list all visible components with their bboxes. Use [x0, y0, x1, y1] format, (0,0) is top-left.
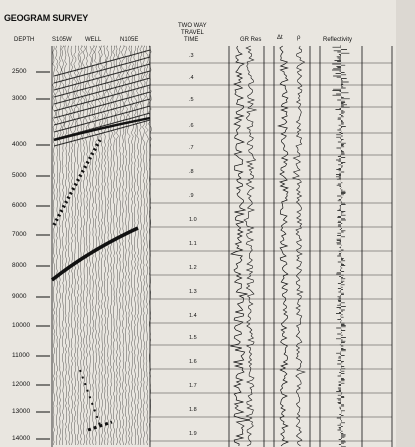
time-label: 1.1: [189, 241, 197, 247]
wiggle-trace: [59, 46, 62, 445]
reflectivity-spikes: [332, 46, 350, 447]
reflection-event: [54, 57, 150, 83]
well-log-curves: [230, 46, 349, 447]
rho-header: ρ: [297, 35, 301, 41]
depth-label: 8000: [12, 262, 27, 269]
depth-label: 3000: [12, 95, 27, 102]
depth-label: 9000: [12, 293, 27, 300]
time-label: 1.2: [189, 265, 197, 271]
s105w-header: S105W: [52, 37, 72, 43]
depth-label: 14000: [12, 435, 31, 442]
time-label: .6: [189, 123, 194, 129]
reflection-event: [54, 140, 100, 225]
time-label: 1.6: [189, 359, 197, 365]
time-label: 1.0: [189, 217, 197, 223]
time-label: 1.8: [189, 407, 197, 413]
wiggle-trace: [95, 46, 98, 445]
depth-label: 2500: [12, 68, 27, 75]
time-label: .7: [189, 145, 194, 151]
time-label: 1.9: [189, 431, 197, 437]
wiggle-trace: [140, 46, 143, 445]
wiggle-trace: [143, 46, 146, 445]
wiggle-trace: [55, 46, 58, 445]
reflection-event: [52, 228, 138, 280]
reflectivity-header: Reflectivity: [323, 37, 353, 43]
time-label: 1.7: [189, 383, 197, 389]
depth-ticks: [36, 72, 50, 439]
wiggle-trace: [146, 46, 149, 445]
travel-header: TRAVEL: [181, 30, 204, 36]
depth-label: 6000: [12, 202, 27, 209]
wiggle-trace: [131, 46, 134, 445]
gr-curve: [230, 46, 249, 446]
reflection-event: [54, 71, 150, 97]
time-header: TIME: [184, 37, 199, 43]
wiggle-trace: [116, 46, 119, 445]
time-label: 1.4: [189, 313, 197, 319]
depth-label: 13000: [12, 408, 31, 415]
n105e-header: N105E: [120, 37, 139, 43]
res-curve: [244, 46, 257, 446]
time-label: 1.3: [189, 289, 197, 295]
time-gridlines: [150, 63, 392, 441]
depth-label: 4000: [12, 141, 27, 148]
well-header: WELL: [85, 37, 102, 43]
wiggle-trace: [134, 46, 137, 445]
wiggle-trace: [110, 46, 113, 445]
depth-label: 12000: [12, 381, 31, 388]
time-label: .3: [189, 53, 194, 59]
time-label: 1.5: [189, 335, 197, 341]
wiggle-trace: [53, 46, 56, 445]
wiggle-trace: [61, 46, 64, 445]
page-edge: [396, 0, 415, 447]
delta-t-curve: [278, 46, 288, 446]
page-title: GEOGRAM SURVEY: [4, 13, 89, 23]
wiggle-trace: [137, 46, 140, 445]
density-curve: [293, 46, 305, 446]
depth-label: 10000: [12, 322, 31, 329]
time-label: .8: [189, 169, 194, 175]
wiggle-trace: [128, 46, 131, 445]
depth-label: 5000: [12, 172, 27, 179]
time-label: .4: [189, 75, 194, 81]
wiggle-trace: [113, 46, 116, 445]
depth-label: 7000: [12, 231, 27, 238]
depth-header: DEPTH: [14, 37, 35, 43]
wiggle-trace: [91, 46, 94, 445]
wiggle-trace: [77, 46, 80, 445]
wiggle-trace: [119, 46, 122, 445]
wiggle-trace: [65, 46, 68, 445]
two-way-header: TWO WAY: [178, 23, 207, 29]
time-label: .5: [189, 97, 194, 103]
reflection-event: [80, 370, 100, 425]
wiggle-trace: [79, 46, 82, 445]
gr-res-header: GR Res: [240, 37, 262, 43]
depth-label: 11000: [12, 352, 30, 359]
delta-t-header: Δt: [277, 35, 283, 41]
wiggle-trace: [88, 46, 91, 445]
wiggle-trace: [86, 46, 89, 445]
track-frames: [229, 46, 392, 447]
time-label: .9: [189, 193, 194, 199]
wiggle-trace: [68, 46, 71, 445]
reflection-event: [54, 85, 150, 111]
